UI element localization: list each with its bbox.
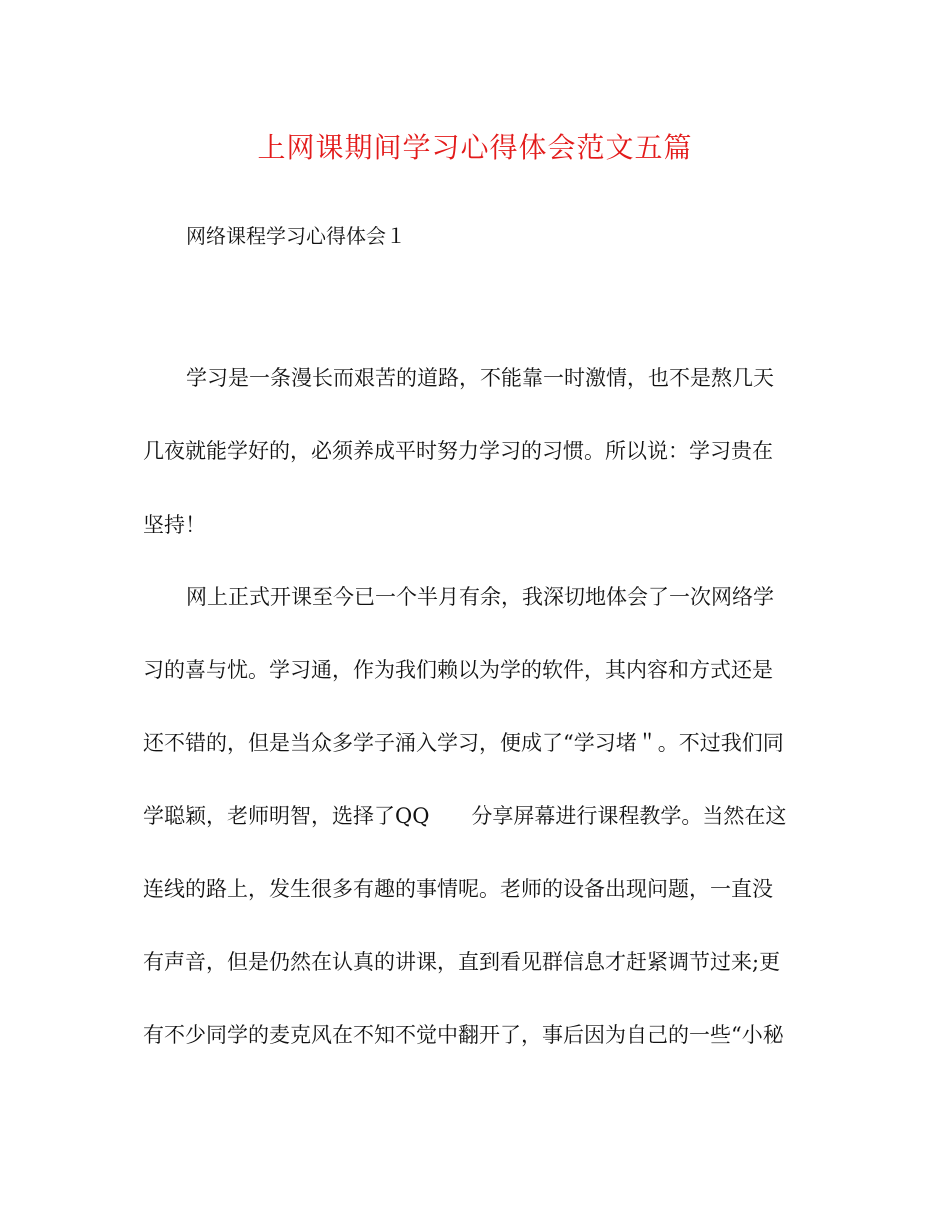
paragraph-line: 学习是一条漫长而艰苦的道路，不能靠一时激情，也不是熬几天	[186, 366, 774, 390]
paragraph-line: 有声音，但是仍然在认真的讲课，直到看见群信息才赶紧调节过来;更	[143, 950, 781, 974]
paragraph-line: 连线的路上，发生很多有趣的事情呢。老师的设备出现问题，一直没	[143, 877, 773, 901]
paragraph-line: 习的喜与忧。学习通，作为我们赖以为学的软件，其内容和方式还是	[143, 658, 773, 682]
paragraph-line: 还不错的，但是当众多学子涌入学习，便成了“学习堵＂。不过我们同	[143, 731, 784, 755]
paragraph-line: 坚持！	[143, 513, 206, 537]
paragraph-line: 学聪颖，老师明智，选择了QQ 分享屏幕进行课程教学。当然在这	[143, 804, 787, 828]
document-title: 上网课期间学习心得体会范文五篇	[257, 131, 693, 164]
paragraph-line: 有不少同学的麦克风在不知不觉中翻开了，事后因为自己的一些“小秘	[143, 1023, 784, 1047]
paragraph-line: 几夜就能学好的，必须养成平时努力学习的习惯。所以说：学习贵在	[143, 439, 773, 463]
section-heading: 网络课程学习心得体会１	[186, 224, 406, 248]
paragraph-line: 网上正式开课至今已一个半月有余，我深切地体会了一次网络学	[186, 585, 774, 609]
